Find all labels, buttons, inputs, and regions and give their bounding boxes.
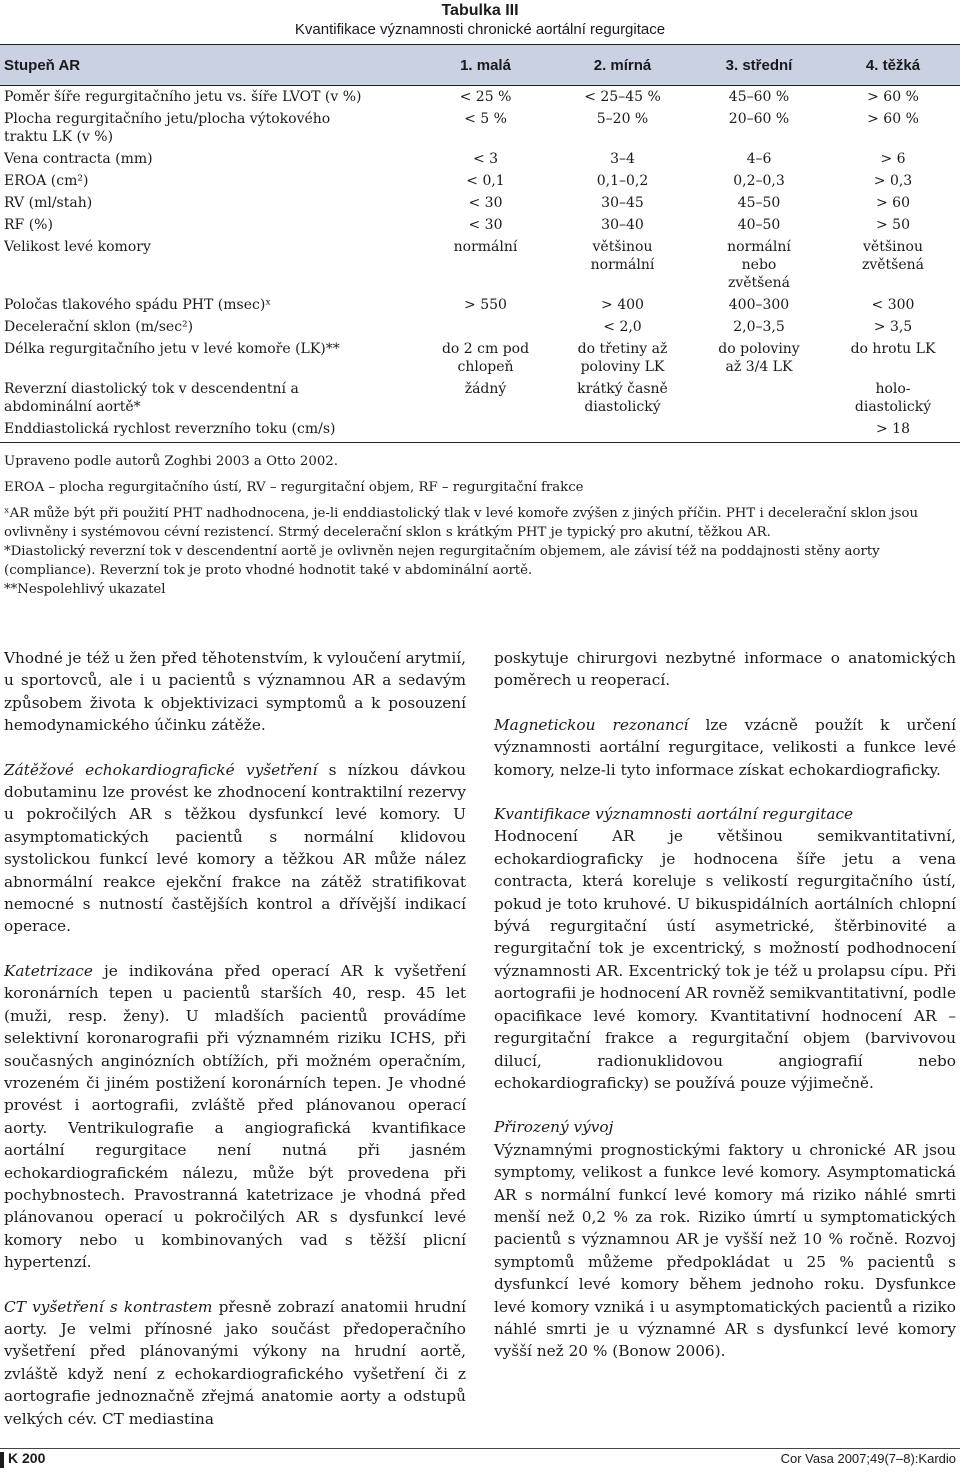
paragraph: CT vyšetření s kontrastem přesně zobrazí anatomii hrudní aorty. Je velmi přínosné jako součást předoperačního vyšetření před plánovanými výkony na hrudní aortě, zvláště když není z echokardiografického vyšetření či z aortografie jednoznačně zřejmá anatomie aorty a odstupů velkých cév. CT mediastina	[4, 1297, 466, 1428]
table-cell: 30–40	[601, 217, 644, 233]
section-heading: Přirozený vývoj	[494, 1118, 614, 1137]
table-cell: < 25–45 %	[584, 89, 661, 105]
table-cell: < 3	[472, 151, 499, 167]
table-cell: > 60 %	[867, 111, 919, 127]
table-cell: > 60 %	[867, 89, 919, 105]
table-row	[0, 192, 960, 214]
table-row	[0, 418, 960, 443]
paragraph: Katetrizace je indikována před operací AR k vyšetření koronárních tepen u pacientů starších 40, resp. 45 let (muži, resp. ženy). U mladších pacientů provádíme selektivní koronarografii při významném riziku ICHS, při současných anginózních obtížích, při možném operačním, vrozeném či jiném postižení koronárních tepen. Je vhodné provést i aortografii, zvláště před plánovanou operací aorty. Ventrikulografie a angiografická kvantifikace aortální regurgitace není nutná při jasném echokardiografickém nálezu, může být provedena při pochybnostech. Pravostranná katetrizace je vhodná před plánovanou operací u pokročilých AR s dysfunkcí levé komory nebo u kombinovaných vad s těžší plicní hypertenzí.	[4, 961, 466, 1272]
table-cell: > 3,5	[873, 319, 913, 335]
table-row	[0, 236, 960, 294]
inline-heading: Katetrizace	[4, 961, 93, 980]
inline-heading: Magnetickou rezonancí	[494, 715, 689, 734]
table-title: Kvantifikace významnosti chronické aortální regurgitace	[294, 21, 666, 38]
table-row	[0, 338, 960, 378]
table-cell: 45–60 %	[728, 89, 790, 105]
table-cell: RV (ml/stah)	[4, 195, 93, 211]
table-cell: 0,2–0,3	[733, 173, 785, 189]
table-row	[0, 170, 960, 192]
header-cell: 4. těžká	[826, 45, 960, 86]
table-cell: 5–20 %	[596, 111, 649, 127]
inline-heading: Zátěžové echokardiografické vyšetření	[4, 760, 318, 779]
table-cell: > 60	[876, 195, 910, 211]
page-footer	[0, 1448, 960, 1481]
table-cell: < 5 %	[464, 111, 507, 127]
table-row	[0, 294, 960, 316]
table-cell: < 30	[468, 195, 503, 211]
table-cell: Poločas tlakového spádu PHT (msec)ˣ	[4, 297, 272, 313]
table-cell	[418, 316, 553, 338]
table-row	[0, 108, 960, 148]
table-cell: < 2,0	[603, 319, 642, 335]
table-cell: 4–6	[746, 151, 772, 167]
table-notes	[4, 452, 958, 599]
table-cell: > 0,3	[873, 173, 913, 189]
table-row	[0, 316, 960, 338]
table-cell: > 6	[880, 151, 906, 167]
left-column	[4, 647, 466, 1430]
paragraph: Vhodné je též u žen před těhotenstvím, k vyloučení arytmií, u sportovců, ale i u pacientů s významnou AR a sedavým způsobem života k objektivizaci symptomů a k posouzení hemodynamického účinku zátěže.	[4, 649, 466, 735]
table-cell: 400–300	[728, 297, 790, 313]
table-cell: do třetiny až poloviny LK	[577, 341, 668, 375]
table-cell: Vena contracta (mm)	[4, 151, 153, 167]
table-cell: < 0,1	[466, 173, 505, 189]
table-cell: Enddiastolická rychlost reverzního toku (cm/s)	[0, 418, 418, 443]
note-source: Upraveno podle autorů Zoghbi 2003 a Otto 2002.	[4, 454, 338, 469]
journal-citation: Cor Vasa 2007;49(7–8):Kardio	[780, 1451, 956, 1466]
note-unreliable: **Nespolehlivý ukazatel	[4, 582, 166, 597]
table-cell	[692, 378, 826, 418]
footer-marker	[0, 1452, 4, 1468]
table-cell: 3–4	[610, 151, 635, 167]
table-cell: do poloviny až 3/4 LK	[718, 341, 800, 375]
header-cell: 1. malá	[418, 45, 553, 86]
table-cell: Reverzní diastolický tok v descendentní a abdominální aortě*	[4, 381, 299, 415]
table-cell: Plocha regurgitačního jetu/plocha výtokového traktu LK (v %)	[4, 111, 331, 145]
table-header-row	[0, 45, 960, 86]
table-cell: normální nebo zvětšená	[727, 239, 791, 291]
table-cell: do 2 cm pod chlopeň	[441, 341, 530, 375]
right-column	[494, 647, 956, 1363]
table-cell: > 50	[876, 217, 910, 233]
table-cell: RF (%)	[4, 217, 53, 233]
paragraph: Magnetickou rezonancí lze vzácně použít k určení významnosti aortální regurgitace, velikosti a funkce levé komory, nelze-li tyto informace získat echokardiograficky.	[494, 715, 956, 779]
table-cell: 0,1–0,2	[596, 173, 649, 189]
table-row	[0, 148, 960, 170]
section-heading: Kvantifikace významnosti aortální regurgitace	[494, 805, 854, 824]
table-cell: Decelerační sklon (m/sec²)	[4, 319, 194, 335]
inline-heading: CT vyšetření s kontrastem	[4, 1297, 213, 1316]
paragraph: Zátěžové echokardiografické vyšetření s nízkou dávkou dobutaminu lze provést ke zhodnocení kontraktilní rezervy u pokročilých AR s těžkou dysfunkcí levé komory. U asymptomatických pacientů s normální klidovou systolickou funkcí levé komory a těžkou AR může nález abnormální reakce ejekční frakce na zátěž stratifikovat nemocné s nutností častějších kontrol a dřívější indikací operace.	[4, 760, 466, 936]
header-cell: 3. střední	[692, 45, 826, 86]
table-cell: žádný	[464, 381, 507, 397]
table-cell	[418, 418, 553, 443]
table-cell: Poměr šíře regurgitačního jetu vs. šíře LVOT (v %)	[4, 89, 362, 105]
table-cell: 45–50	[737, 195, 781, 211]
paragraph: Hodnocení AR je většinou semikvantitativní, echokardiograficky je hodnocena šíře jetu a vena contracta, která koreluje s velikostí regurgitačního ústí, pokud je toto kruhové. U bikuspidálních aortálních chlopní bývá regurgitační ústí asymetrické, štěrbinovité a regurgitační tok je excentrický, s možností podhodnocení významnosti AR. Excentrický tok je též u prolapsu cípu. Při aortografii je hodnocení AR rovněž semikvantitativní, podle opacifikace levé komory. Kvantitativní hodnocení AR – regurgitační frakce a regurgitační objem (barvivovou dilucí, radionuklidovou angiografií nebo echokardiograficky) se používá pouze výjimečně.	[494, 827, 956, 1092]
table-cell: 30–45	[601, 195, 644, 211]
table-row	[0, 378, 960, 418]
table-row	[0, 214, 960, 236]
table-row	[0, 86, 960, 109]
header-cell: 2. mírná	[553, 45, 692, 86]
header-cell: Stupeň AR	[0, 45, 418, 86]
table-cell: 20–60 %	[728, 111, 790, 127]
footer-rule	[0, 1448, 960, 1449]
table-cell	[553, 418, 692, 443]
table-cell: do hrotu LK	[850, 341, 936, 357]
table-cell: > 550	[464, 297, 507, 313]
table-cell: > 18	[826, 418, 960, 443]
paragraph: poskytuje chirurgovi nezbytné informace o anatomických poměrech u reoperací.	[494, 649, 956, 690]
table-cell: EROA (cm²)	[4, 173, 89, 189]
table-cell: Velikost levé komory	[4, 239, 151, 255]
table-cell: holo-diastolický	[854, 381, 932, 415]
table-cell	[692, 418, 826, 443]
note-pht: ˣAR může být při použití PHT nadhodnocena, je-li enddiastolický tlak v levé komoře zvýšen z jiných příčin. PHT i decelerační sklon jsou ovlivněny i systémovou cévní rezistencí. Strmý decelerační sklon s krátkým PHT je typický pro akutní, těžkou AR.	[4, 506, 919, 540]
table-cell: 2,0–3,5	[733, 319, 785, 335]
table-cell: většinou zvětšená	[861, 239, 925, 273]
note-abbrev: EROA – plocha regurgitačního ústí, RV – regurgitační objem, RF – regurgitační frakce	[4, 480, 584, 495]
table-cell: většinou normální	[590, 239, 655, 273]
table-cell: < 25 %	[459, 89, 512, 105]
table-cell: 40–50	[737, 217, 781, 233]
table-cell: krátký časně diastolický	[577, 381, 668, 415]
quantification-table	[0, 44, 960, 443]
table-cell: < 300	[871, 297, 915, 313]
note-reverse-flow: *Diastolický reverzní tok v descendentní aortě je ovlivněn nejen regurgitačním objemem, ale závisí též na poddajnosti stěny aorty (compliance). Reverzní tok je proto vhodné hodnotit také v abdominální aortě.	[4, 544, 880, 578]
table-caption	[0, 2, 960, 39]
table-cell: > 400	[601, 297, 644, 313]
table-cell: Délka regurgitačního jetu v levé komoře (LK)**	[4, 341, 340, 357]
paragraph: Významnými prognostickými faktory u chronické AR jsou symptomy, velikost a funkce levé komory. Asymptomatická AR s normální funkcí levé komory má riziko náhlé smrti menší než 0,2 % za rok. Riziko úmrtí u symptomatických pacientů s významnou AR je vyšší než 10 % ročně. Rozvoj symptomů můžeme předpokládat u 25 % pacientů s dysfunkcí levé komory během jednoho roku. Dysfunkce levé komory vzniká i u asymptomatických pacientů a riziko náhlé smrti je u významné AR s dysfunkcí levé komory vyšší než 20 % (Bonow 2006).	[494, 1140, 956, 1361]
table-label: Tabulka III	[441, 2, 519, 19]
page-number: K 200	[8, 1450, 46, 1466]
table-cell: normální	[453, 239, 518, 255]
table-cell: < 30	[468, 217, 503, 233]
